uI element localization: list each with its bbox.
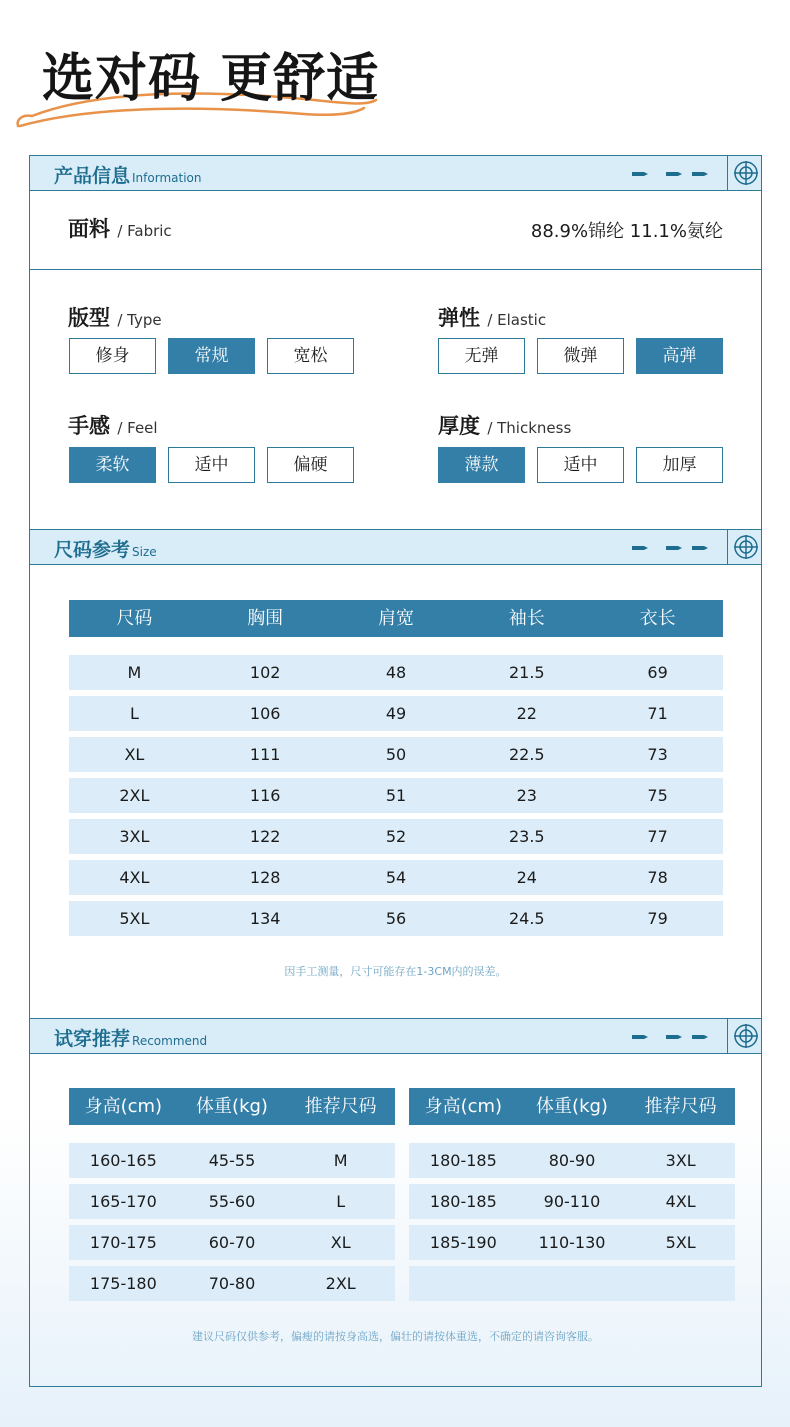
table-cell: 77 <box>647 827 668 846</box>
crosshair-icon <box>733 534 759 560</box>
option-feel-0[interactable]: 柔软 <box>69 447 156 483</box>
table-cell: 69 <box>647 663 668 682</box>
arrow-right-icon <box>630 542 714 554</box>
table-cell: 56 <box>385 909 407 928</box>
section-title-recommend-en: Recommend <box>132 1034 208 1048</box>
table-cell: 73 <box>647 745 668 764</box>
table-cell: 54 <box>385 868 407 887</box>
table-cell: 75 <box>647 786 668 805</box>
table-cell: 128 <box>249 868 281 887</box>
table-cell: 55-60 <box>208 1192 256 1211</box>
header-divider <box>727 156 728 190</box>
crosshair-icon <box>733 1023 759 1049</box>
table-cell: 106 <box>249 704 281 723</box>
table-cell: 21.5 <box>508 663 545 682</box>
table-cell: 60-70 <box>208 1233 256 1252</box>
table-cell: 24.5 <box>508 909 545 928</box>
table-cell: L <box>129 704 139 723</box>
table-cell: 175-180 <box>89 1274 157 1293</box>
header-cell: 胸围 <box>247 608 284 629</box>
option-type-1[interactable]: 常规 <box>168 338 255 374</box>
table-cell: M <box>333 1151 348 1170</box>
table-cell: 122 <box>249 827 281 846</box>
table-cell: 45-55 <box>208 1151 256 1170</box>
table-cell: 52 <box>385 827 407 846</box>
option-elastic-1[interactable]: 微弹 <box>537 338 624 374</box>
table-cell: 3XL <box>665 1151 696 1170</box>
section-header-size <box>30 529 761 565</box>
table-cell: 4XL <box>119 868 150 887</box>
table-row <box>69 819 723 854</box>
option-elastic-0[interactable]: 无弹 <box>438 338 525 374</box>
size-note: 因手工测量，尺寸可能存在1-3CM内的误差。 <box>284 965 507 978</box>
table-cell <box>409 1266 518 1301</box>
table-row <box>69 1225 395 1260</box>
table-cell: 3XL <box>119 827 150 846</box>
table-cell: 116 <box>249 786 281 805</box>
table-cell: 170-175 <box>89 1233 157 1252</box>
header-cell: 体重(kg) <box>196 1096 268 1117</box>
table-row <box>69 737 723 772</box>
table-cell: 90-110 <box>543 1192 601 1211</box>
table-row <box>409 1143 735 1178</box>
section-header-info <box>30 155 761 191</box>
table-cell: 180-185 <box>429 1192 497 1211</box>
section-title-recommend: 试穿推荐 Recommend <box>54 1028 208 1050</box>
option-type-0[interactable]: 修身 <box>69 338 156 374</box>
header-cell: 体重(kg) <box>536 1096 608 1117</box>
header-divider <box>727 530 728 564</box>
option-type-2[interactable]: 宽松 <box>267 338 354 374</box>
attr-elastic-title: 弹性 / Elastic <box>438 306 547 330</box>
header-cell: 推荐尺码 <box>644 1096 717 1117</box>
table-row <box>69 1266 395 1301</box>
table-header <box>409 1088 735 1125</box>
header-cell: 袖长 <box>508 608 545 629</box>
table-header <box>69 600 723 637</box>
fabric-label-en: / Fabric <box>117 222 172 240</box>
table-cell: L <box>336 1192 346 1211</box>
attr-thickness-title: 厚度 / Thickness <box>438 414 572 438</box>
attr-type-title: 版型 / Type <box>68 306 162 330</box>
option-feel-2[interactable]: 偏硬 <box>267 447 354 483</box>
table-cell: 2XL <box>119 786 150 805</box>
table-cell: 24 <box>516 868 537 887</box>
table-cell: 5XL <box>665 1233 696 1252</box>
table-row <box>69 778 723 813</box>
option-thickness-2[interactable]: 加厚 <box>636 447 723 483</box>
table-cell: 50 <box>385 745 407 764</box>
table-row <box>409 1266 735 1301</box>
arrow-right-icon <box>630 1031 714 1043</box>
table-header <box>69 1088 395 1125</box>
table-cell: XL <box>330 1233 351 1252</box>
header-cell: 肩宽 <box>377 608 414 629</box>
table-cell: 2XL <box>325 1274 356 1293</box>
table-row <box>69 696 723 731</box>
table-cell: 5XL <box>119 909 150 928</box>
table-cell: 23.5 <box>508 827 545 846</box>
table-cell: 134 <box>249 909 281 928</box>
option-feel-1[interactable]: 适中 <box>168 447 255 483</box>
table-cell: 160-165 <box>89 1151 157 1170</box>
section-title-info-en: Information <box>132 171 202 185</box>
table-cell: 71 <box>647 704 668 723</box>
arrow-right-icon <box>630 168 714 180</box>
fabric-divider <box>30 269 761 270</box>
table-cell: 49 <box>385 704 407 723</box>
table-cell: M <box>127 663 142 682</box>
table-cell: 23 <box>516 786 537 805</box>
table-cell: 110-130 <box>538 1233 606 1252</box>
headline: 选对码 更舒适 <box>42 49 380 109</box>
table-row <box>69 901 723 936</box>
table-cell: 22.5 <box>508 745 545 764</box>
option-thickness-0[interactable]: 薄款 <box>438 447 525 483</box>
section-title-size: 尺码参考 Size <box>54 539 157 561</box>
table-cell: 80-90 <box>548 1151 596 1170</box>
header-cell: 身高(cm) <box>84 1096 163 1117</box>
table-cell: 111 <box>249 745 281 764</box>
table-cell: 70-80 <box>208 1274 256 1293</box>
table-row <box>69 1184 395 1219</box>
recommend-note: 建议尺码仅供参考，偏瘦的请按身高选，偏壮的请按体重选，不确定的请咨询客服。 <box>192 1330 599 1343</box>
header-cell: 身高(cm) <box>424 1096 503 1117</box>
table-cell: 102 <box>249 663 281 682</box>
table-cell: 185-190 <box>429 1233 497 1252</box>
table-cell: 79 <box>647 909 668 928</box>
section-title-size-en: Size <box>132 545 157 559</box>
header-divider <box>727 1019 728 1053</box>
table-cell: 78 <box>647 868 668 887</box>
option-elastic-2[interactable]: 高弹 <box>636 338 723 374</box>
section-header-recommend <box>30 1018 761 1054</box>
crosshair-icon <box>733 160 759 186</box>
table-row <box>409 1225 735 1260</box>
table-cell: 48 <box>385 663 407 682</box>
table-cell: 180-185 <box>429 1151 497 1170</box>
table-cell: 51 <box>385 786 407 805</box>
fabric-label: 面料 / Fabric <box>68 217 172 241</box>
table-row <box>69 655 723 690</box>
header-cell: 推荐尺码 <box>304 1096 377 1117</box>
table-cell: 4XL <box>665 1192 696 1211</box>
header-cell: 尺码 <box>116 608 153 629</box>
table-cell <box>518 1266 627 1301</box>
table-cell <box>626 1266 735 1301</box>
table-cell: 22 <box>516 704 537 723</box>
table-row <box>69 1143 395 1178</box>
table-row <box>69 860 723 895</box>
attr-feel-title: 手感 / Feel <box>68 414 158 438</box>
option-thickness-1[interactable]: 适中 <box>537 447 624 483</box>
table-cell: 165-170 <box>89 1192 157 1211</box>
fabric-value: 88.9%锦纶 11.1%氨纶 <box>530 221 723 242</box>
table-row <box>409 1184 735 1219</box>
section-title-info: 产品信息 Information <box>54 165 202 187</box>
header-cell: 衣长 <box>639 608 676 629</box>
table-cell: XL <box>124 745 145 764</box>
